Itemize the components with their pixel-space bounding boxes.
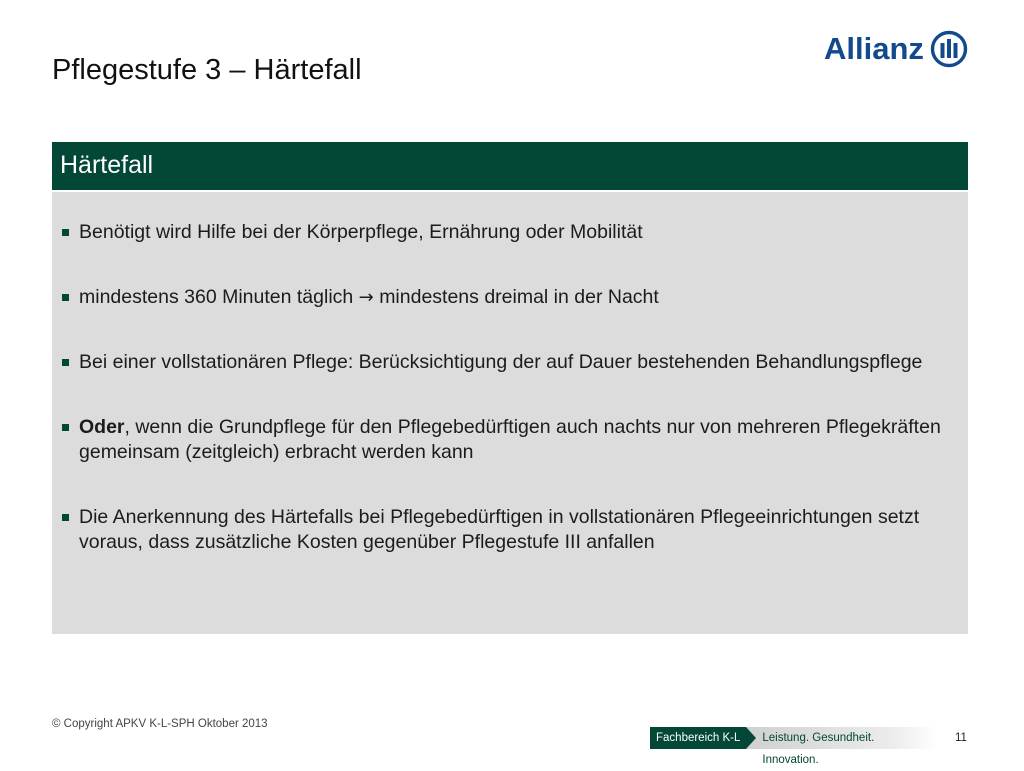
bullet-text: mindestens 360 Minuten täglich: [79, 286, 354, 308]
footer-department: Fachbereich K-L: [650, 727, 746, 749]
footer-copyright: © Copyright APKV K-L-SPH Oktober 2013: [52, 718, 268, 730]
bullet-item: [62, 220, 948, 245]
page-number: 11: [955, 732, 967, 744]
square-bullet-icon: [62, 514, 69, 521]
footer-band: [650, 727, 938, 766]
bullet-text: Benötigt wird Hilfe bei der Körperpflege, Ernährung oder Mobilität: [79, 221, 643, 243]
panel-header: Härtefall: [52, 142, 968, 190]
square-bullet-icon: [62, 359, 69, 366]
bullet-item: [62, 415, 948, 465]
allianz-logo: [824, 28, 978, 70]
allianz-eagle-logo-icon: [930, 30, 968, 68]
slide-title: Pflegestufe 3 – Härtefall: [52, 54, 362, 86]
bullet-item: [62, 350, 948, 375]
logo-wordmark: Allianz: [824, 31, 924, 66]
bullet-item: [62, 505, 948, 555]
bullet-text: mindestens dreimal in der Nacht: [379, 286, 659, 308]
bullet-item: [62, 285, 948, 310]
right-arrow-icon: →: [358, 287, 374, 308]
bullet-text: Die Anerkennung des Härtefalls bei Pflegebedürftigen in vollstationären Pflegeeinrichtungen setzt voraus, dass zusätzliche Kosten gegenüber Pflegestufe III anfallen: [79, 506, 920, 553]
bullet-list: [62, 220, 948, 555]
square-bullet-icon: [62, 424, 69, 431]
chevron-right-icon: [746, 727, 756, 749]
square-bullet-icon: [62, 229, 69, 236]
panel-body: [52, 192, 968, 634]
square-bullet-icon: [62, 294, 69, 301]
bullet-bold-lead: Oder: [79, 416, 125, 438]
bullet-text: Bei einer vollstationären Pflege: Berücksichtigung der auf Dauer bestehenden Behandlungspflege: [79, 351, 923, 373]
footer-slogan: Leistung. Gesundheit. Innovation.: [756, 727, 938, 749]
bullet-text: , wenn die Grundpflege für den Pflegebedürftigen auch nachts nur von mehreren Pflegekräften gemeinsam (zeitgleich) erbracht werden kann: [79, 416, 941, 463]
